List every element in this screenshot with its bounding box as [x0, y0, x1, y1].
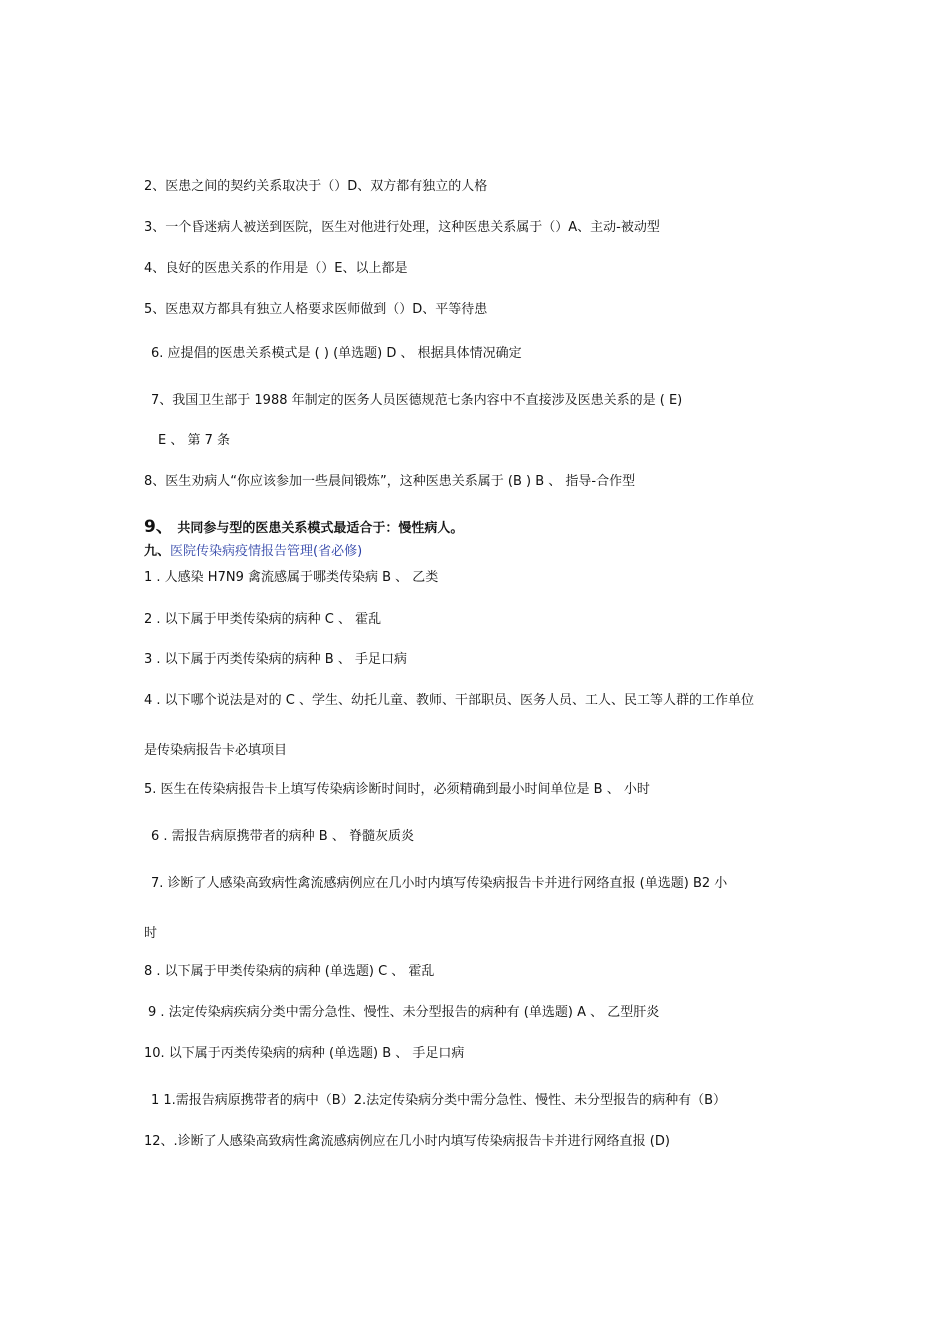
question-9	[144, 519, 463, 537]
s9-question-9: 9 . 法定传染病疾病分类中需分急性、慢性、未分型报告的病种有 (单选题) A 、 乙型肝炎	[148, 1005, 660, 1020]
question-2: 2、医患之间的契约关系取决于（）D、双方都有独立的人格	[144, 179, 488, 194]
s9-question-11: 1 1.需报告病原携带者的病中（B）2.法定传染病分类中需分急性、慢性、未分型报告的病种有（B）	[151, 1093, 727, 1108]
s9-question-4: 4 . 以下哪个说法是对的 C 、学生、幼托儿童、教师、干部职员、医务人员、工人、民工等人群的工作单位	[144, 693, 755, 708]
s9-question-2: 2 . 以下属于甲类传染病的病种 C 、 霍乱	[144, 612, 382, 627]
question-9-number: 9、	[144, 517, 173, 537]
question-5: 5、医患双方都具有独立人格要求医师做到（）D、平等待患	[144, 302, 488, 317]
question-8: 8、医生劝病人“你应该参加一些晨间锻炼”，这种医患关系属于 (B ) B 、 指导-合作型	[144, 474, 636, 489]
section-heading-title: 医院传染病疫情报告管理(省必修)	[170, 544, 363, 559]
question-3: 3、一个昏迷病人被送到医院，医生对他进行处理，这种医患关系属于（）A、主动-被动型	[144, 220, 660, 235]
s9-question-8: 8 . 以下属于甲类传染病的病种 (单选题) C 、 霍乱	[144, 964, 435, 979]
question-9-text: 共同参与型的医患关系模式最适合于：慢性病人。	[177, 521, 464, 536]
question-7-answer: E 、 第 7 条	[158, 433, 231, 448]
s9-question-7: 7. 诊断了人感染高致病性禽流感病例应在几小时内填写传染病报告卡并进行网络直报 (单选题) B2 小	[151, 876, 728, 891]
question-7: 7、我国卫生部于 1988 年制定的医务人员医德规范七条内容中不直接涉及医患关系的是 ( E)	[151, 393, 683, 408]
s9-question-3: 3 . 以下属于丙类传染病的病种 B 、 手足口病	[144, 652, 407, 667]
s9-question-4-cont: 是传染病报告卡必填项目	[144, 743, 288, 758]
section-heading	[144, 544, 362, 560]
section-heading-prefix: 九、	[144, 544, 171, 559]
s9-question-6: 6 . 需报告病原携带者的病种 B 、 脊髓灰质炎	[151, 829, 414, 844]
s9-question-1: 1 . 人感染 H7N9 禽流感属于哪类传染病 B 、 乙类	[144, 570, 439, 585]
s9-question-12: 12、.诊断了人感染高致病性禽流感病例应在几小时内填写传染病报告卡并进行网络直报 (D)	[144, 1134, 670, 1149]
s9-question-10: 10. 以下属于丙类传染病的病种 (单选题) B 、 手足口病	[144, 1046, 465, 1061]
question-4: 4、良好的医患关系的作用是（）E、以上都是	[144, 261, 408, 276]
s9-question-7-cont: 时	[144, 926, 158, 941]
question-6: 6. 应提倡的医患关系模式是 ( ) (单选题) D 、 根据具体情况确定	[151, 346, 522, 361]
s9-question-5: 5. 医生在传染病报告卡上填写传染病诊断时间时，必须精确到最小时间单位是 B 、 小时	[144, 782, 650, 797]
